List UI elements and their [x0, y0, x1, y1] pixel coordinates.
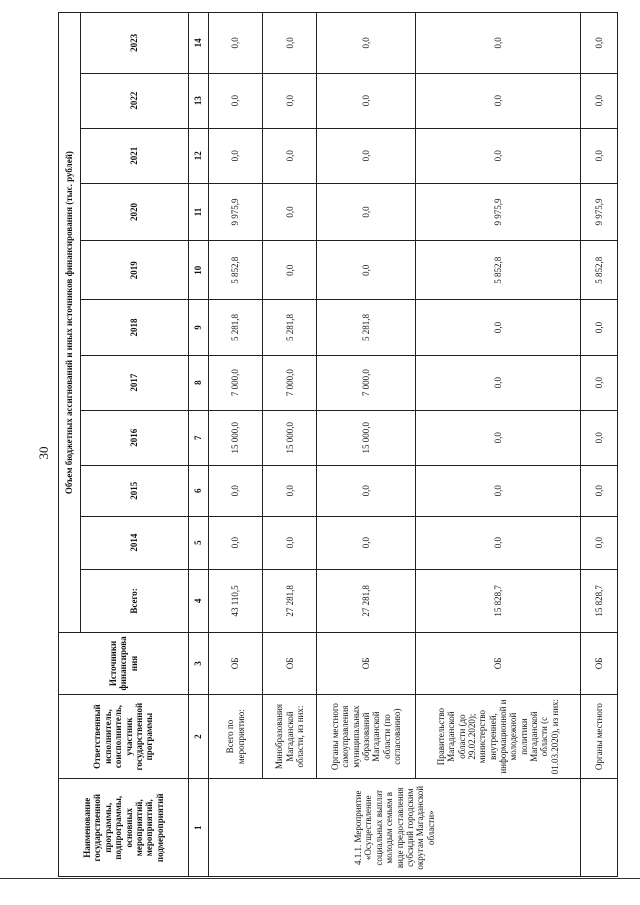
value-cell: 0,0: [209, 73, 263, 128]
header-year: 2016: [81, 410, 189, 465]
value-cell: 0,0: [263, 73, 317, 128]
value-cell: 0,0: [415, 465, 580, 516]
column-number: 9: [189, 300, 209, 355]
value-cell: 0,0: [581, 73, 618, 128]
table-row: [209, 13, 263, 877]
source-cell: ОБ: [415, 633, 580, 694]
column-number: 8: [189, 355, 209, 410]
value-cell: 0,0: [317, 13, 416, 74]
column-number: 5: [189, 516, 209, 569]
executor-cell: Минобразования Магаданской области, из них:: [263, 694, 317, 779]
value-cell: 5 281,8: [263, 300, 317, 355]
table-row: [263, 13, 317, 877]
rotated-table-container: [58, 12, 618, 877]
header-year: 2021: [81, 128, 189, 183]
value-cell: 0,0: [263, 465, 317, 516]
header-year: 2014: [81, 516, 189, 569]
table-row: [581, 13, 618, 877]
value-cell: 5 281,8: [317, 300, 416, 355]
value-cell: 0,0: [263, 13, 317, 74]
empty-name-cell: [581, 779, 618, 877]
value-cell: 7 000,0: [263, 355, 317, 410]
financing-table: [58, 12, 618, 877]
column-number: 4: [189, 569, 209, 633]
source-cell: ОБ: [209, 633, 263, 694]
value-cell: 5 852,8: [581, 241, 618, 300]
value-cell: 0,0: [415, 355, 580, 410]
column-number: 1: [189, 779, 209, 877]
total-cell: 43 110,5: [209, 569, 263, 633]
column-number: 14: [189, 13, 209, 74]
value-cell: 0,0: [581, 355, 618, 410]
value-cell: 15 000,0: [263, 410, 317, 465]
value-cell: 0,0: [581, 300, 618, 355]
source-cell: ОБ: [263, 633, 317, 694]
header-source: Источники финансирова ния: [59, 633, 189, 694]
value-cell: 0,0: [209, 128, 263, 183]
table-row: [317, 13, 416, 877]
value-cell: 9 975,9: [415, 183, 580, 240]
value-cell: 15 000,0: [209, 410, 263, 465]
value-cell: 0,0: [263, 183, 317, 240]
value-cell: 0,0: [317, 516, 416, 569]
column-number: 13: [189, 73, 209, 128]
value-cell: 0,0: [415, 13, 580, 74]
column-number: 10: [189, 241, 209, 300]
executor-cell: Правительство Магаданской области (до 29.02.2020); министерство внутренней, информационной и молодежной политики Магаданской области (с 01.03.2020), из них:: [415, 694, 580, 779]
value-cell: 0,0: [581, 465, 618, 516]
value-cell: 9 975,9: [209, 183, 263, 240]
value-cell: 0,0: [209, 465, 263, 516]
header-name: Наименование государственной программы, подпрограммы, основных мероприятий, мероприятий, подмероприятий: [59, 779, 189, 877]
header-executor: Ответственный исполнитель, соисполнитель, участник государственной программы: [59, 694, 189, 779]
header-total: Всего:: [81, 569, 189, 633]
value-cell: 0,0: [263, 516, 317, 569]
total-cell: 27 281,8: [317, 569, 416, 633]
value-cell: 0,0: [209, 13, 263, 74]
value-cell: 7 000,0: [209, 355, 263, 410]
header-year: 2015: [81, 465, 189, 516]
total-cell: 27 281,8: [263, 569, 317, 633]
column-number: 3: [189, 633, 209, 694]
executor-cell: Органы местного: [581, 694, 618, 779]
header-volume: Объем бюджетных ассигнований и иных источников финансирования (тыс. рублей): [59, 13, 81, 633]
executor-cell: Всего по мероприятию:: [209, 694, 263, 779]
column-number: 7: [189, 410, 209, 465]
value-cell: 0,0: [581, 13, 618, 74]
value-cell: 9 975,9: [581, 183, 618, 240]
page-bottom-rule: [0, 878, 640, 879]
source-cell: ОБ: [317, 633, 416, 694]
value-cell: 0,0: [581, 410, 618, 465]
column-number: 2: [189, 694, 209, 779]
value-cell: 5 852,8: [415, 241, 580, 300]
total-cell: 15 828,7: [581, 569, 618, 633]
value-cell: 0,0: [415, 410, 580, 465]
value-cell: 5 852,8: [209, 241, 263, 300]
value-cell: 0,0: [209, 516, 263, 569]
column-number: 6: [189, 465, 209, 516]
page-number: 30: [36, 446, 51, 460]
value-cell: 0,0: [317, 183, 416, 240]
header-year: 2018: [81, 300, 189, 355]
total-cell: 15 828,7: [415, 569, 580, 633]
value-cell: 0,0: [263, 128, 317, 183]
header-year: 2022: [81, 73, 189, 128]
value-cell: 7 000,0: [317, 355, 416, 410]
value-cell: 0,0: [317, 241, 416, 300]
column-number: 12: [189, 128, 209, 183]
header-year: 2017: [81, 355, 189, 410]
header-year: 2023: [81, 13, 189, 74]
value-cell: 0,0: [415, 516, 580, 569]
value-cell: 5 281,8: [209, 300, 263, 355]
value-cell: 0,0: [263, 241, 317, 300]
value-cell: 0,0: [415, 300, 580, 355]
table-row: [415, 13, 580, 877]
value-cell: 0,0: [317, 73, 416, 128]
executor-cell: Органы местного самоуправления муниципальных образований Магаданской области (по согласованию): [317, 694, 416, 779]
activity-name: 4.1.1. Мероприятие «Осуществление социальных выплат молодым семьям в виде предоставления субсидий городским округам Магаданской области»: [209, 779, 581, 877]
value-cell: 15 000,0: [317, 410, 416, 465]
value-cell: 0,0: [581, 128, 618, 183]
rotated-table-area: [58, 12, 618, 877]
value-cell: 0,0: [415, 73, 580, 128]
value-cell: 0,0: [415, 128, 580, 183]
value-cell: 0,0: [581, 516, 618, 569]
column-number: 11: [189, 183, 209, 240]
header-year: 2020: [81, 183, 189, 240]
source-cell: ОБ: [581, 633, 618, 694]
value-cell: 0,0: [317, 465, 416, 516]
header-year: 2019: [81, 241, 189, 300]
value-cell: 0,0: [317, 128, 416, 183]
